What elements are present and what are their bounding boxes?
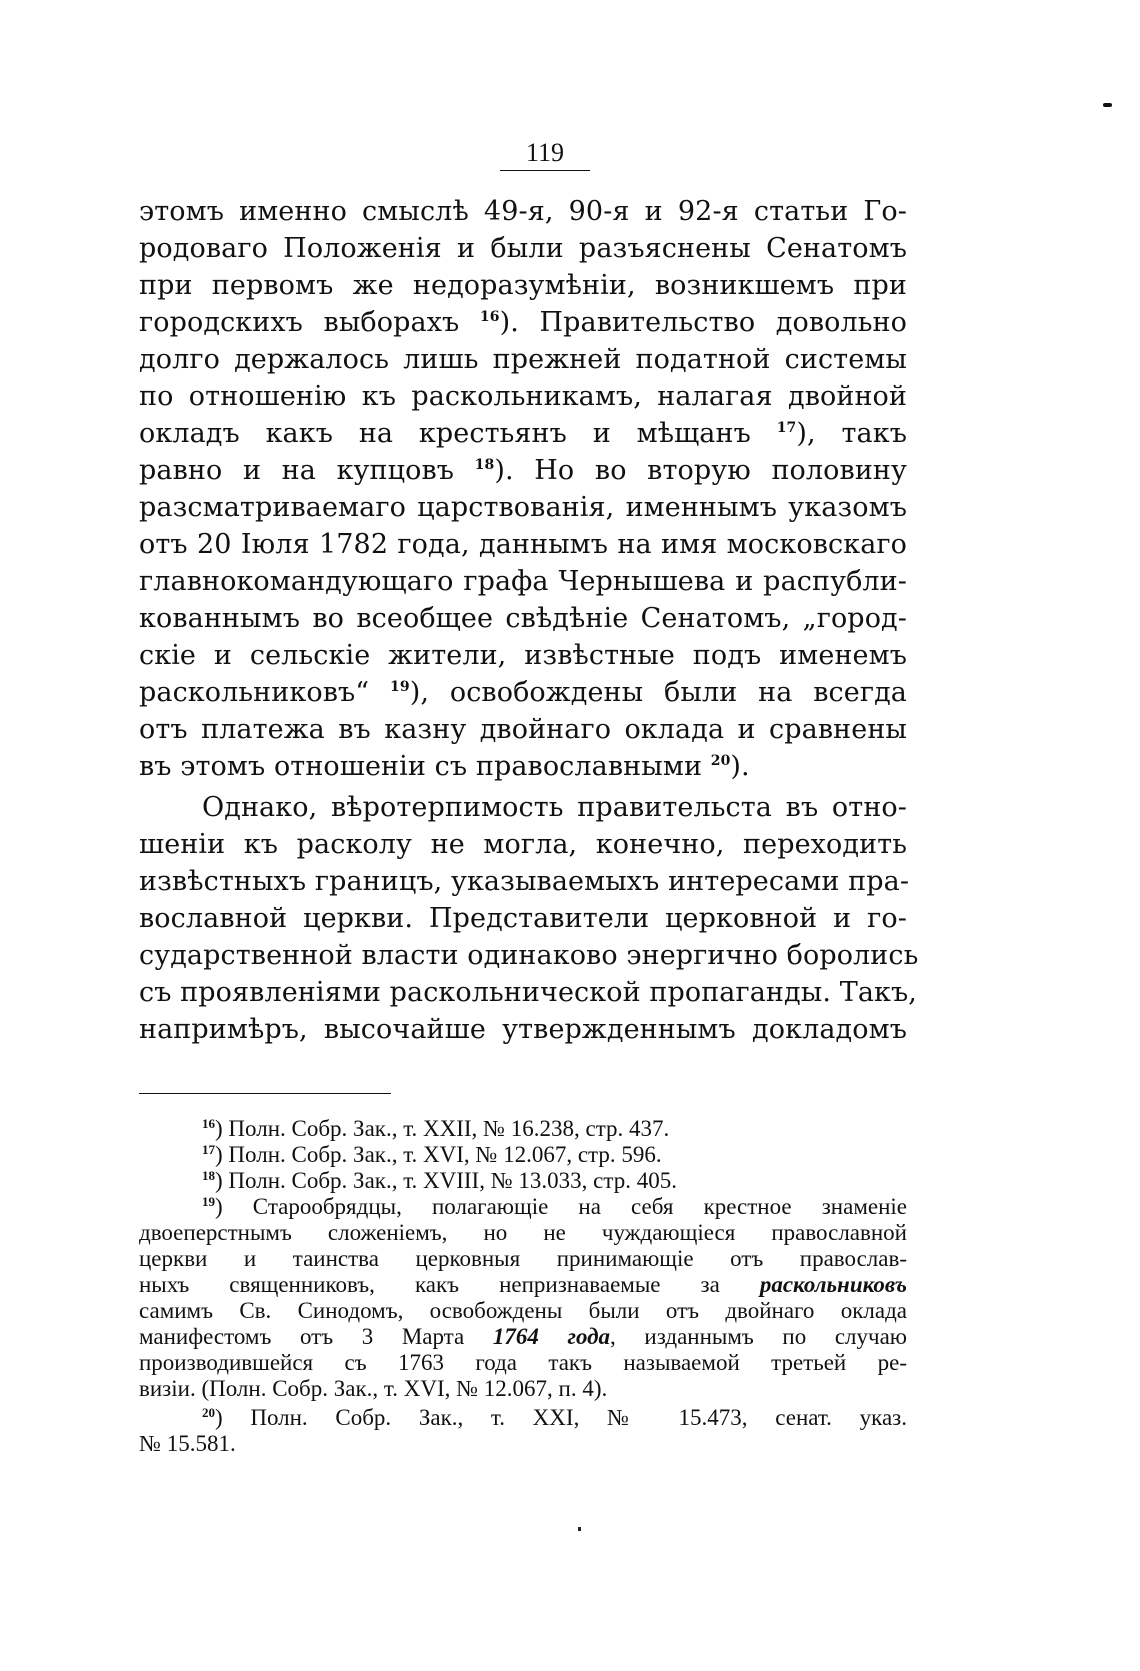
footnote-line: ныхъ священниковъ, какъ непризнаваемые за раскольниковъ (139, 1272, 907, 1297)
body-line: Однако, вѣротерпимость правительста въ отно- (202, 792, 907, 823)
footnotes (139, 1116, 907, 1457)
footnote-ref: 19 (390, 679, 410, 695)
body-line: напримѣръ, высочайше утвержденнымъ докладомъ (139, 1014, 907, 1045)
footnote-line: $^{19}$) Старообрядцы, полагающіе на себя крестное знаменіе (202, 1194, 907, 1219)
footnote-ref: 17 (202, 1142, 215, 1157)
footnote-line: визіи. (Полн. Собр. Зак., т. XVI, № 12.067, п. 4). (139, 1376, 608, 1401)
body-line: окладъ какъ на крестьянъ и мѣщанъ $^{17}$), такъ (139, 418, 907, 449)
footnote-line: $^{20}$) Полн. Собр. Зак., т. XXI, № 15.473, сенат. указ. (202, 1405, 907, 1430)
body-line: отъ 20 Іюля 1782 года, даннымъ на имя московскаго (139, 529, 907, 560)
footnote-line: двоеперстнымъ сложеніемъ, но не чуждающіеся православной (139, 1220, 907, 1245)
footnote-line: $^{16}$) Полн. Собр. Зак., т. XXII, № 16.238, стр. 437. (202, 1116, 670, 1141)
footnote-line: самимъ Св. Синодомъ, освобождены были отъ двойнаго оклада (139, 1298, 907, 1323)
italic-text: 1764 года (492, 1324, 611, 1349)
footnote-ref: 20 (202, 1405, 215, 1420)
body-line: этомъ именно смыслѣ 49-я, 90-я и 92-я статьи Го- (139, 196, 907, 227)
body-line: отъ платежа въ казну двойнаго оклада и сравнены (139, 714, 907, 745)
body-line: разсматриваемаго царствованія, именнымъ указомъ (139, 492, 907, 523)
ink-speck (578, 1527, 581, 1531)
footnote-line: № 15.581. (139, 1431, 236, 1456)
body-line: при первомъ же недоразумѣніи, возникшемъ при (139, 270, 907, 301)
page-number: 119 (525, 138, 565, 167)
body-line: равно и на купцовъ $^{18}$). Но во вторую половину (139, 455, 907, 486)
body-line: въ этомъ отношеніи съ православными $^{20}$). (139, 751, 750, 782)
body-line: скіе и сельскіе жители, извѣстные подъ именемъ (139, 640, 907, 671)
footnote-ref: 19 (202, 1194, 215, 1209)
footnote-line: $^{18}$) Полн. Собр. Зак., т. XVIII, № 13.033, стр. 405. (202, 1168, 677, 1193)
body-line: кованнымъ во всеобщее свѣдѣніе Сенатомъ, „город- (139, 603, 907, 634)
footnote-rule (139, 1093, 391, 1094)
body-text (139, 193, 919, 1048)
footnote-line: $^{17}$) Полн. Собр. Зак., т. XVI, № 12.067, стр. 596. (202, 1142, 662, 1167)
footnote-line: производившейся съ 1763 года такъ называемой третьей ре- (139, 1350, 907, 1375)
footnote-ref: 20 (710, 753, 731, 769)
footnote-ref: 16 (479, 309, 500, 325)
footnote-line: церкви и таинства церковныя принимающіе отъ православ- (139, 1246, 907, 1271)
body-line: сударственной власти одинаково энергично боролись (139, 940, 919, 971)
header-rule (500, 170, 590, 171)
body-line: долго держалось лишь прежней податной системы (139, 344, 907, 375)
footnote-ref: 16 (202, 1116, 215, 1131)
footnote-ref: 18 (474, 457, 495, 473)
italic-text: раскольниковъ (759, 1272, 907, 1297)
body-line: шеніи къ расколу не могла, конечно, переходить (139, 829, 907, 860)
ink-mark (1103, 103, 1112, 107)
body-line: извѣстныхъ границъ, указываемыхъ интересами пра- (139, 866, 910, 897)
body-line: по отношенію къ раскольникамъ, налагая двойной (139, 381, 907, 412)
footnote-ref: 17 (776, 420, 797, 436)
footnote-ref: 18 (202, 1168, 215, 1183)
body-line: родоваго Положенія и были разъяснены Сенатомъ (139, 233, 907, 264)
body-line: вославной церкви. Представители церковной и го- (139, 903, 907, 934)
body-line: городскихъ выборахъ $^{16}$). Правительство довольно (139, 307, 907, 338)
body-line: съ проявленіями раскольнической пропаганды. Такъ, (139, 977, 917, 1008)
footnote-line: манифестомъ отъ 3 Марта 1764 года, изданнымъ по случаю (139, 1324, 907, 1349)
body-line: главнокомандующаго графа Чернышева и распубли- (139, 566, 907, 597)
body-line: раскольниковъ“ $^{19}$), освобождены были на всегда (139, 677, 907, 708)
